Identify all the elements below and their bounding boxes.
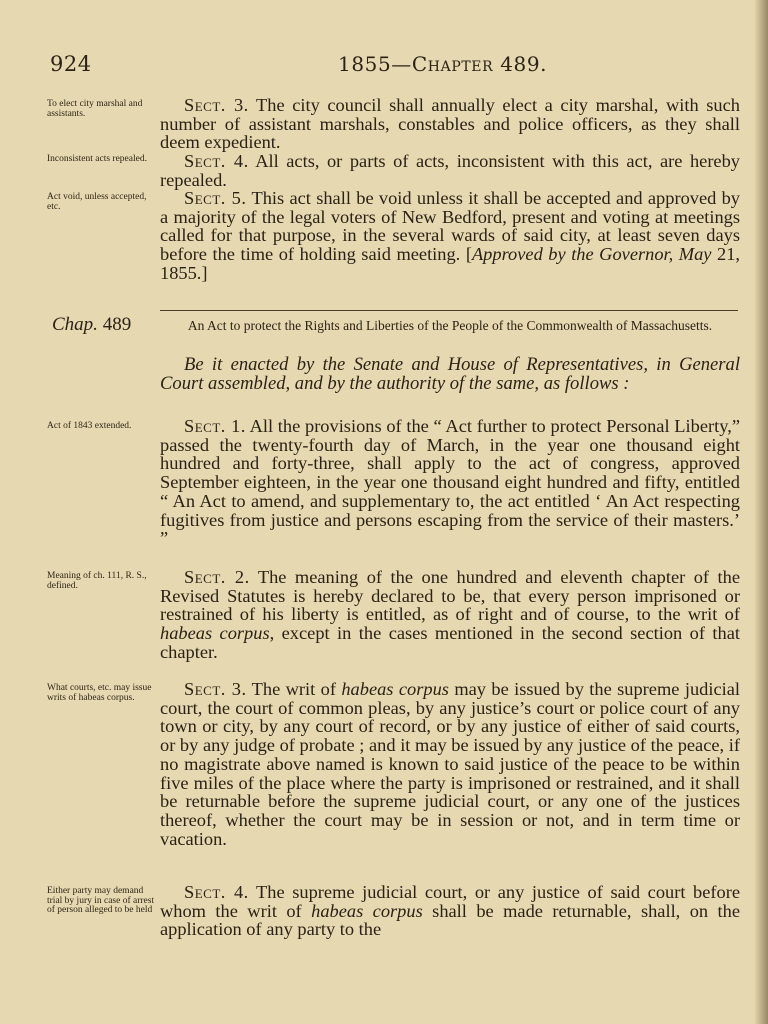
section-label: Sect. 3. (184, 679, 247, 699)
running-head-number: 489. (493, 52, 548, 76)
running-head (338, 52, 547, 76)
section-text: The city council shall annually elect a city marshal, with such number of assistant marshals, constables and police officers, as they shall deem expedient. (160, 95, 740, 153)
margin-note-489-sect2: Meaning of ch. 111, R. S., defined. (47, 571, 147, 591)
running-head-year: 1855— (338, 52, 412, 76)
enacting-clause: Be it enacted by the Senate and House of Representatives, in General Court assembled, and by the authority of the same, as follows : (160, 354, 740, 394)
section-label: Sect. 3. (184, 95, 249, 115)
margin-note-489-sect4: Either party may demand trial by jury in case of arrest of person alleged to be held (47, 886, 155, 915)
chapter-divider (160, 310, 738, 311)
margin-note-489-sect1: Act of 1843 extended. (47, 421, 132, 431)
page-number: 924 (50, 52, 92, 76)
margin-note-488-sect5: Act void, unless accepted, etc. (47, 192, 147, 212)
margin-note-488-sect4: Inconsistent acts repealed. (47, 154, 147, 164)
chapter-label: Chap. 489 (52, 314, 132, 335)
approval-note: [Approved by the Governor, May 21, 1855.] (160, 244, 740, 283)
section-label: Sect. 5. (184, 188, 247, 208)
margin-note-489-sect3: What courts, etc. may issue writs of habeas corpus. (47, 683, 152, 703)
running-head-chapter: Chapter (411, 52, 494, 76)
section-489-2: Sect. 2. The meaning of the one hundred and eleventh chapter of the Revised Statutes is hereby declared to be, that every person imprisoned or restrained of his liberty is entitled, as of right and of course, to the writ of habeas corpus, except in the cases mentioned in the second section of that chapter. (160, 567, 741, 662)
section-text: All the provisions of the “ Act further to protect Personal Liberty,” passed the twenty-fourth day of March, in the year one thousand eight hundred and forty-three, shall apply to the act of congress, approved September eighteen, in the year one thousand eight hundred and fifty, entitled “ An Act to amend, and supplementary to, the act entitled ‘ An Act respecting fugitives from justice and persons escaping from the service of their masters.’ ” (160, 416, 740, 549)
section-text: All acts, or parts of acts, inconsistent with this act, are hereby repealed. (160, 151, 740, 190)
section-488-5 (160, 189, 740, 283)
section-489-1 (160, 417, 740, 548)
section-text: This act shall be void unless it shall be accepted and approved by a majority of the legal voters of New Bedford, present and voting at meetings called for that purpose, in the several wards of said city, at least seven days before the time of holding said meeting. (160, 188, 741, 265)
section-488-4 (160, 152, 740, 189)
section-label: Sect. 4. (184, 882, 249, 902)
section-489-3: Sect. 3. The writ of habeas corpus may be issued by the supreme judicial court, the court of common pleas, by any justice’s court or police court of any town or city, by any court of record, or by any justice of either of said courts, or by any judge of probate ; and it may be issued by any justice of the peace, if no magistrate above named is known to said justice of the peace to be within five miles of the place where the party is imprisoned or restrained, and it shall be returnable before the supreme judicial court, or any one of the justices thereof, whether the court may be in session or not, and in term time or vacation. (160, 679, 740, 849)
page-edge-shadow (754, 0, 768, 1024)
section-489-4: Sect. 4. The supreme judicial court, or any justice of said court before whom the writ of habeas corpus shall be made returnable, shall, on the application of any party to the (160, 882, 741, 940)
section-label: Sect. 2. (184, 567, 250, 587)
section-label: Sect. 4. (184, 151, 249, 171)
act-title: An Act to protect the Rights and Liberties of the People of the Commonwealth of Massachusetts. (187, 318, 713, 333)
section-label: Sect. 1. (184, 416, 246, 436)
page-header (50, 52, 740, 82)
margin-note-488-sect3: To elect city marshal and assistants. (47, 99, 143, 119)
section-488-3 (160, 96, 740, 152)
